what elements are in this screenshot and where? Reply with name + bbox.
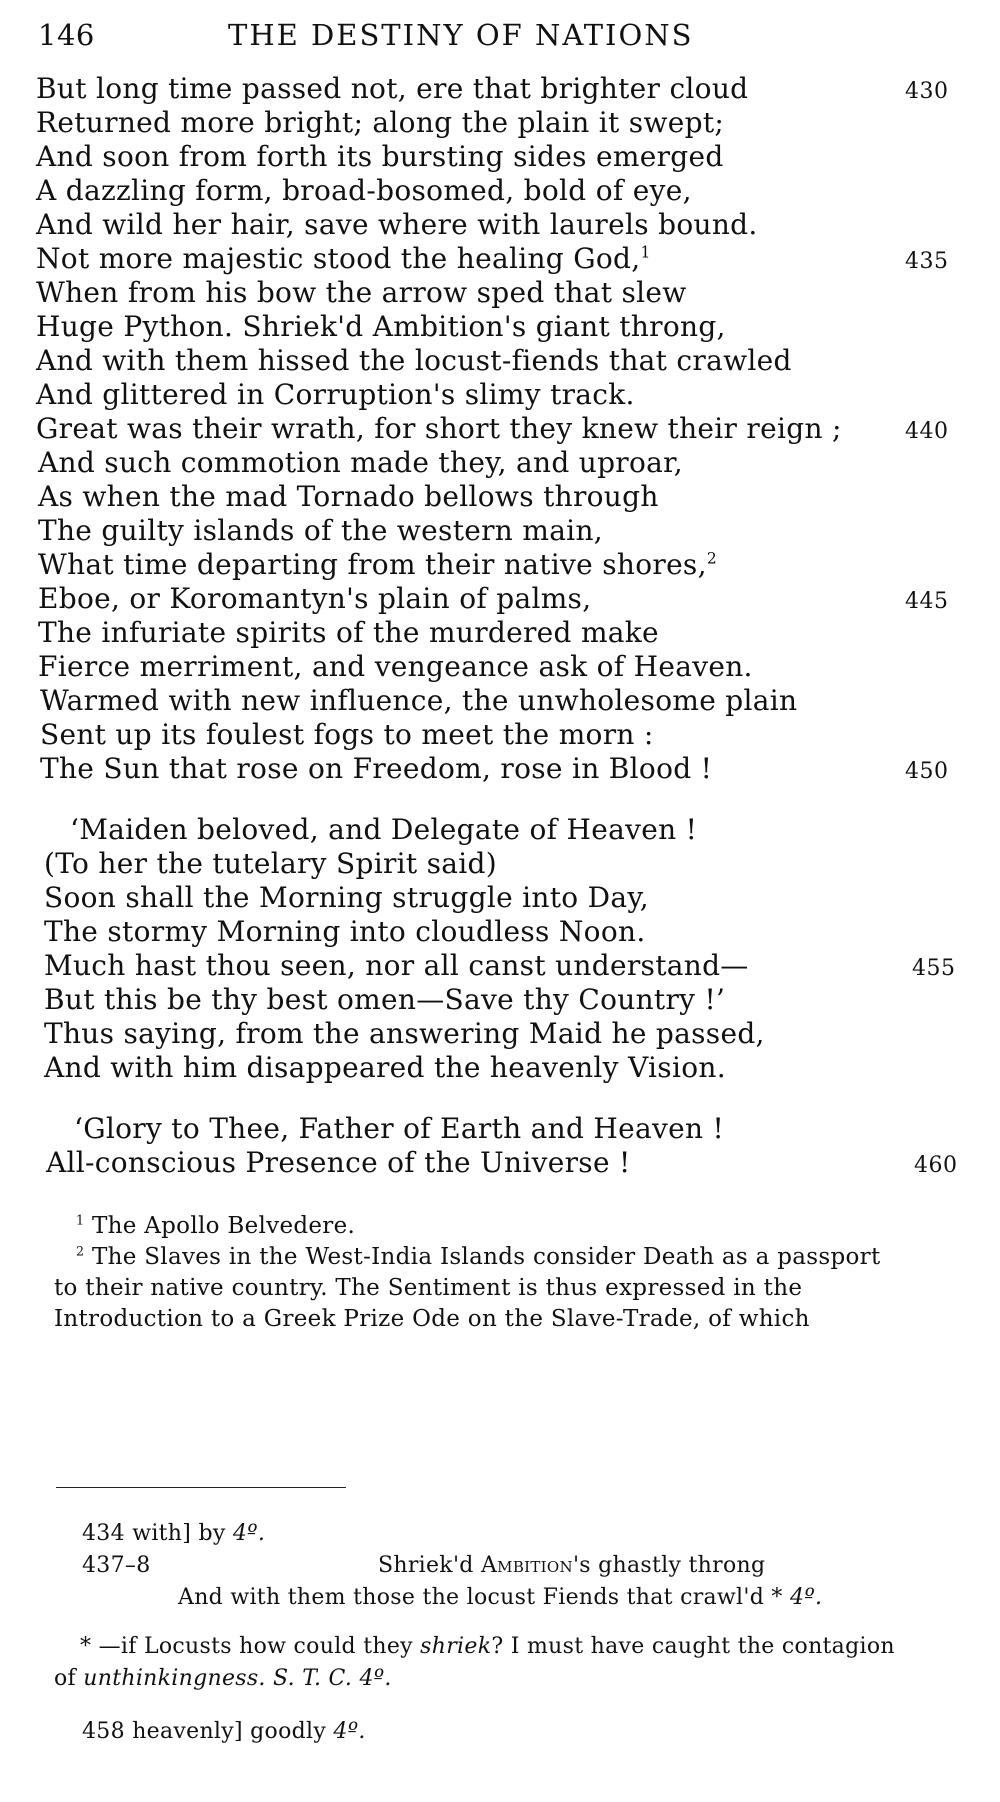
poem-line: Thus saying, from the answering Maid he passed, <box>44 1017 765 1050</box>
variant-437-line2 <box>178 1585 822 1610</box>
poem-line: Great was their wrath, for short they knew their reign ; <box>36 412 842 445</box>
poem-line: The stormy Morning into cloudless Noon. <box>44 915 646 948</box>
poem-line: The infuriate spirits of the murdered make <box>38 616 659 649</box>
variant-source: 4º. <box>790 1585 823 1610</box>
poem-line: All-conscious Presence of the Universe ! <box>46 1146 631 1179</box>
variant-line-number: 458 <box>82 1719 125 1744</box>
note-text: of <box>54 1666 76 1691</box>
footnote-text: The Slaves in the West-India Islands consider Death as a passport <box>91 1244 881 1270</box>
poem-line: Fierce merriment, and vengeance ask of Heaven. <box>38 650 753 683</box>
poem-line: The Sun that rose on Freedom, rose in Blood ! <box>40 752 713 785</box>
variant-text: And with them those the locust Fiends that crawl'd * <box>178 1585 783 1610</box>
variant-source: 4º. <box>359 1666 392 1691</box>
note-initials: S. T. C. <box>273 1666 353 1691</box>
poem-line: When from his bow the arrow sped that slew <box>36 276 687 309</box>
line-number: 435 <box>905 249 949 274</box>
poem-line: But this be thy best omen—Save thy Country !’ <box>44 983 726 1016</box>
poem-line: A dazzling form, broad-bosomed, bold of eye, <box>36 174 692 207</box>
footnote-line: to their native country. The Sentiment is thus expressed in the <box>54 1275 803 1301</box>
page-number: 146 <box>38 18 95 52</box>
poem-line: Returned more bright; along the plain it swept; <box>36 106 725 139</box>
poem-line: As when the mad Tornado bellows through <box>38 480 659 513</box>
running-head: THE DESTINY OF NATIONS <box>228 18 694 52</box>
poem-line: And soon from forth its bursting sides emerged <box>36 140 724 173</box>
footnote-mark: 2 <box>706 549 717 568</box>
note-text: ? I must have caught the contagion <box>491 1634 895 1659</box>
poem-line <box>38 548 717 581</box>
poem-line: And with them hissed the locust-fiends that crawled <box>36 344 792 377</box>
note-italic: unthinkingness. <box>83 1666 266 1691</box>
note-text: * —if Locusts how could they <box>80 1634 413 1659</box>
poem-line: And wild her hair, save where with laurels bound. <box>36 208 758 241</box>
footnote-mark: 1 <box>76 1212 85 1228</box>
variant-line-number: 437–8 <box>82 1553 151 1578</box>
poem-line: Eboe, or Koromantyn's plain of palms, <box>38 582 592 615</box>
poem-line: The guilty islands of the western main, <box>38 514 603 547</box>
poem-line: Warmed with new influence, the unwholesome plain <box>40 684 798 717</box>
poem-line-text: What time departing from their native shores, <box>38 548 707 581</box>
poem-line: ‘Maiden beloved, and Delegate of Heaven ! <box>70 813 698 846</box>
poem-line: And with him disappeared the heavenly Vision. <box>44 1051 726 1084</box>
author-note-line-1 <box>80 1634 895 1659</box>
author-note-line-2 <box>54 1666 392 1691</box>
footnote-text: The Apollo Belvedere. <box>91 1213 356 1239</box>
poem-line: And such commotion made they, and uproar, <box>38 446 683 479</box>
footnote-rule <box>56 1487 346 1488</box>
variant-434 <box>82 1521 265 1546</box>
line-number: 440 <box>905 419 949 444</box>
variant-text: heavenly] goodly <box>132 1719 327 1744</box>
footnote-1 <box>76 1213 355 1239</box>
variant-text: 's ghastly throng <box>572 1553 766 1578</box>
variant-text: with] by <box>132 1521 226 1546</box>
poem-line <box>36 242 651 275</box>
poem-line: Much hast thou seen, nor all canst understand— <box>44 949 749 982</box>
variant-437-line1 <box>378 1553 765 1578</box>
poem-line: Sent up its foulest fogs to meet the morn : <box>40 718 654 751</box>
footnote-mark: 1 <box>640 243 651 262</box>
variant-line-number: 434 <box>82 1521 125 1546</box>
poem-line: (To her the tutelary Spirit said) <box>44 847 498 880</box>
line-number: 450 <box>905 759 949 784</box>
line-number: 455 <box>912 956 956 981</box>
poem-line: ‘Glory to Thee, Father of Earth and Heaven ! <box>74 1112 725 1145</box>
poem-line: Soon shall the Morning struggle into Day, <box>44 881 650 914</box>
variant-source: 4º. <box>333 1719 366 1744</box>
variant-text: Shriek'd <box>378 1553 474 1578</box>
footnote-2 <box>76 1244 881 1270</box>
footnote-mark: 2 <box>76 1243 85 1259</box>
page-header <box>38 14 1000 58</box>
poem-line: Huge Python. Shriek'd Ambition's giant throng, <box>36 310 726 343</box>
line-number: 460 <box>914 1153 958 1178</box>
poem-line: And glittered in Corruption's slimy track. <box>36 378 635 411</box>
variant-458 <box>82 1719 366 1744</box>
variant-text-smallcaps: Ambition <box>480 1553 573 1578</box>
variant-source: 4º. <box>232 1521 266 1546</box>
note-italic: shriek <box>420 1634 492 1659</box>
line-number: 445 <box>905 589 949 614</box>
footnote-line: Introduction to a Greek Prize Ode on the Slave-Trade, of which <box>54 1306 810 1332</box>
poem-line: But long time passed not, ere that brighter cloud <box>36 72 749 105</box>
line-number: 430 <box>905 79 949 104</box>
poem-line-text: Not more majestic stood the healing God, <box>36 242 641 275</box>
